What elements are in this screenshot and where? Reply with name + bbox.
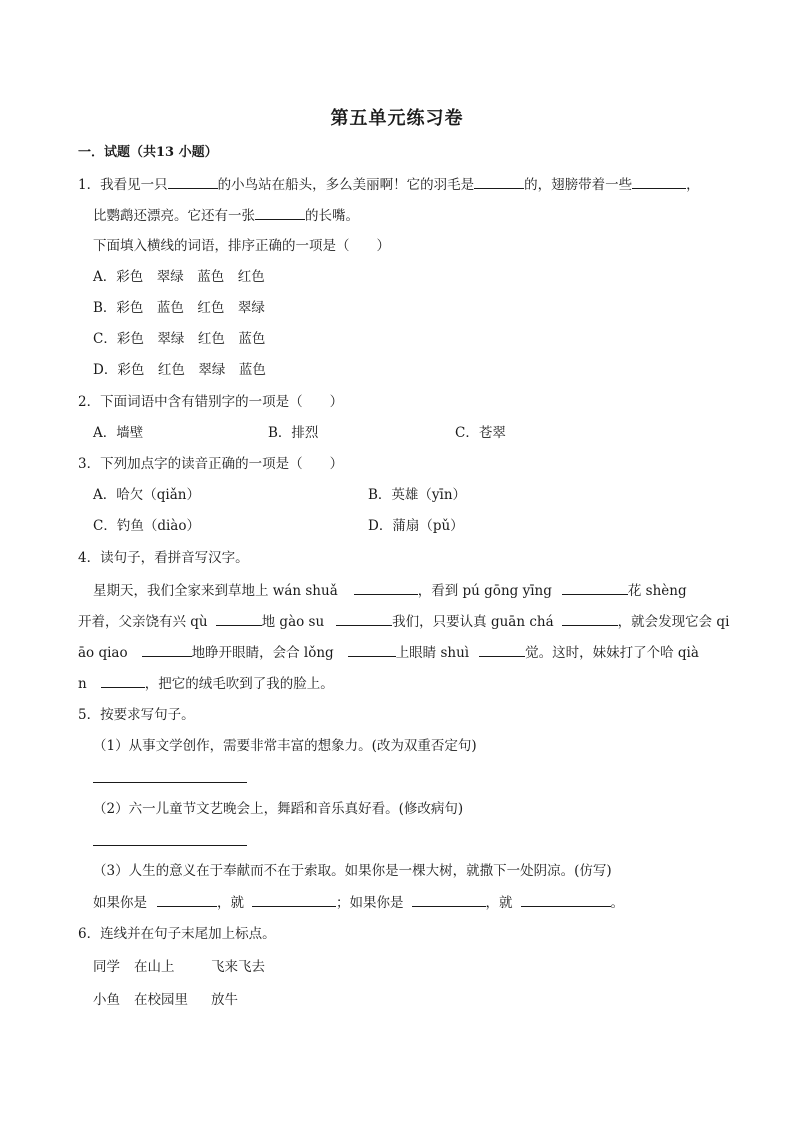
question-4-line-4 — [78, 673, 334, 694]
blank[interactable] — [632, 174, 686, 189]
blank[interactable] — [101, 673, 145, 688]
option-d[interactable]: D．彩色 红色 翠绿 蓝色 — [93, 362, 266, 378]
question-number: 1． — [78, 177, 101, 193]
option-c[interactable]: C．钓鱼（diào） — [93, 518, 200, 534]
sub-question-3-template — [93, 892, 624, 913]
question-4-stem: 4．读句子，看拼音写汉字。 — [78, 550, 249, 566]
match-item-action[interactable]: 放牛 — [211, 992, 238, 1008]
text: 的长嘴。 — [305, 208, 359, 224]
text: 的小鸟站在船头，多么美丽啊！它的羽毛是 — [217, 177, 475, 193]
text: 上眼睛 shuì — [395, 645, 470, 661]
option-a[interactable]: A．墙壁 — [93, 425, 144, 441]
text: 的，翅膀带着一些 — [524, 177, 633, 193]
text: ，把它的绒毛吹到了我的脸上。 — [144, 676, 334, 692]
blank[interactable] — [474, 174, 524, 189]
text: 地 gào su — [261, 614, 325, 630]
blank[interactable] — [168, 174, 218, 189]
blank[interactable] — [521, 892, 611, 907]
blank[interactable] — [336, 611, 392, 626]
question-3-stem: 3．下列加点字的读音正确的一项是（ ） — [78, 456, 344, 472]
text: n — [78, 676, 87, 692]
text: ，看到 pú gōng yīng — [417, 583, 552, 599]
blank[interactable] — [562, 580, 628, 595]
text: 地睁开眼睛，会合 lǒng — [191, 645, 334, 661]
question-1-prompt: 下面填入横线的词语，排序正确的一项是（ ） — [93, 238, 390, 254]
blank[interactable] — [216, 611, 262, 626]
question-4-line-3 — [78, 642, 699, 663]
blank[interactable] — [252, 892, 336, 907]
match-item-place[interactable]: 在山上 — [134, 959, 175, 975]
match-item-subject[interactable]: 同学 — [93, 959, 120, 975]
text: ，就 — [217, 895, 244, 911]
option-c[interactable]: C．彩色 翠绿 红色 蓝色 — [93, 331, 266, 347]
text: ，就会发现它会 qi — [617, 614, 730, 630]
text: 我们，只要认真 guān chá — [392, 614, 554, 630]
match-item-subject[interactable]: 小鱼 — [93, 992, 120, 1008]
text: āo qiao — [78, 645, 128, 661]
text: 开着，父亲饶有兴 qù — [78, 614, 208, 630]
option-b[interactable]: B．英雄（yīn） — [368, 487, 467, 503]
text: 比鹦鹉还漂亮。它还有一张 — [93, 208, 255, 224]
text: 我看见一只 — [100, 177, 168, 193]
question-5-stem: 5．按要求写句子。 — [78, 707, 195, 723]
option-c[interactable]: C．苍翠 — [455, 425, 506, 441]
match-item-action[interactable]: 飞来飞去 — [211, 959, 265, 975]
answer-line[interactable] — [93, 782, 247, 783]
blank[interactable] — [412, 892, 486, 907]
match-item-place[interactable]: 在校园里 — [134, 992, 188, 1008]
text: ，就 — [485, 895, 513, 911]
option-a[interactable]: A．哈欠（qiǎn） — [93, 487, 200, 503]
text: 。 — [610, 895, 624, 911]
sub-question-2: （2）六一儿童节文艺晚会上，舞蹈和音乐真好看。(修改病句) — [93, 801, 464, 817]
blank[interactable] — [157, 892, 217, 907]
question-2-stem: 2．下面词语中含有错别字的一项是（ ） — [78, 394, 344, 410]
question-1-line-1 — [78, 174, 700, 195]
text: 觉。这时，妹妹打了个哈 qià — [525, 645, 699, 661]
option-d[interactable]: D．蒲扇（pǔ） — [368, 518, 464, 534]
blank[interactable] — [562, 611, 618, 626]
question-4-line-2 — [78, 611, 729, 632]
option-b[interactable]: B．彩色 蓝色 红色 翠绿 — [93, 300, 265, 316]
question-6-stem: 6．连线并在句子末尾加上标点。 — [78, 926, 276, 942]
option-a[interactable]: A．彩色 翠绿 蓝色 红色 — [93, 269, 265, 285]
page-title: 第五单元练习卷 — [330, 108, 464, 129]
blank[interactable] — [142, 642, 192, 657]
text: 花 shèng — [627, 583, 687, 599]
option-b[interactable]: B．排烈 — [268, 425, 319, 441]
text: 如果你是 — [93, 895, 147, 911]
blank[interactable] — [354, 580, 418, 595]
text: 星期天，我们全家来到草地上 wán shuǎ — [93, 583, 338, 599]
question-4-line-1 — [93, 580, 687, 601]
blank[interactable] — [479, 642, 525, 657]
section-heading: 一．试题（共13 小题） — [78, 145, 218, 160]
blank[interactable] — [255, 205, 305, 220]
answer-line[interactable] — [93, 845, 247, 846]
sub-question-3: （3）人生的意义在于奉献而不在于索取。如果你是一棵大树，就撒下一处阴凉。(仿写) — [93, 863, 612, 879]
text: ， — [686, 177, 700, 193]
question-1-line-2 — [93, 205, 359, 226]
blank[interactable] — [348, 642, 396, 657]
text: ；如果你是 — [336, 895, 404, 911]
sub-question-1: （1）从事文学创作，需要非常丰富的想象力。(改为双重否定句) — [93, 738, 477, 754]
